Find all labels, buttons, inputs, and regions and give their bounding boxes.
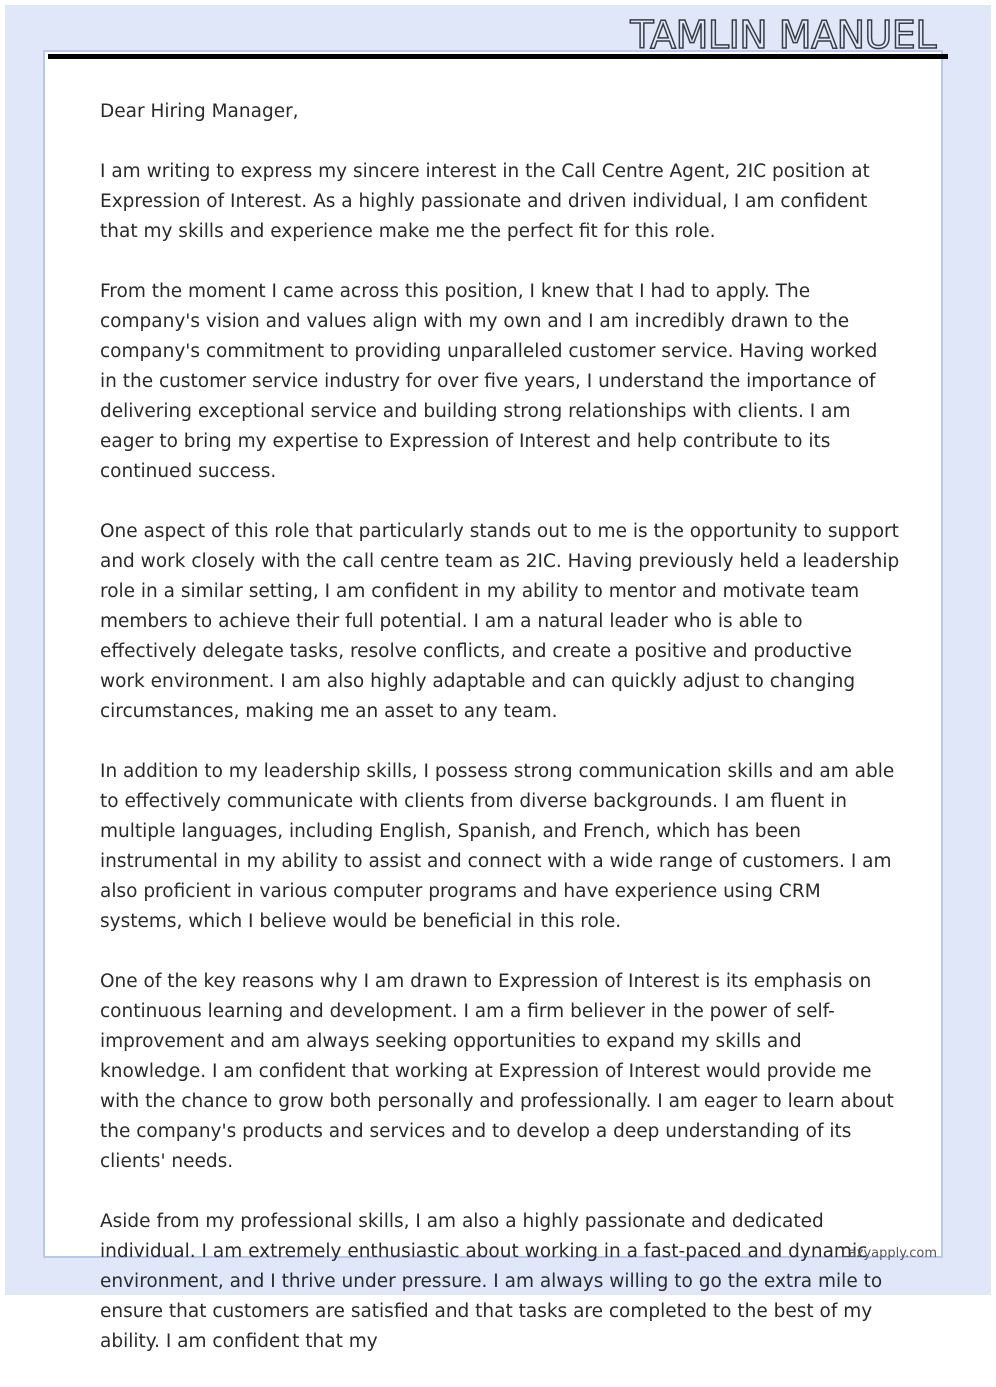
paragraph-1: I am writing to express my sincere interest in the Call Centre Agent, 2IC position at Expression of Interest. As a highly passionate and driven individual, I am confident that my skills and experience make me the perfect fit for this role.: [100, 161, 870, 242]
paragraph-5: One of the key reasons why I am drawn to Expression of Interest is its emphasis on continuous learning and development. I am a firm believer in the power of self-improvement and am always seeking opportunities to expand my skills and knowledge. I am confident that working at Expression of Interest would provide me with the chance to grow both personally and professionally. I am eager to learn about the company's products and services and to develop a deep understanding of its clients' needs.: [100, 971, 894, 1172]
paragraph-6: Aside from my professional skills, I am also a highly passionate and dedicated individual. I am extremely enthusiastic about working in a fast-paced and dynamic environment, and I thrive under pressure. I am always willing to go the extra mile to ensure that customers are satisfied and that tasks are completed to the best of my ability. I am confident that my: [100, 1211, 883, 1352]
applicant-name: TAMLIN MANUEL: [630, 13, 936, 57]
paragraph-3: One aspect of this role that particularly stands out to me is the opportunity to support and work closely with the call centre team as 2IC. Having previously held a leadership role in a similar setting, I am confident in my ability to mentor and motivate team members to achieve their full potential. I am a natural leader who is able to effectively delegate tasks, resolve conflicts, and create a positive and productive work environment. I am also highly adaptable and can quickly adjust to changing circumstances, making me an asset to any team.: [100, 521, 900, 722]
paragraph-4: In addition to my leadership skills, I possess strong communication skills and am able to effectively communicate with clients from diverse backgrounds. I am fluent in multiple languages, including English, Spanish, and French, which has been instrumental in my ability to assist and connect with a wide range of customers. I am also proficient in various computer programs and have experience using CRM systems, which I believe would be beneficial in this role.: [100, 761, 895, 932]
salutation: Dear Hiring Manager,: [100, 101, 299, 122]
letter-body: [100, 97, 900, 1387]
paragraph-2: From the moment I came across this position, I knew that I had to apply. The company's vision and values align with my own and I am incredibly drawn to the company's commitment to providing unparalleled customer service. Having worked in the customer service industry for over five years, I understand the importance of delivering exceptional service and building strong relationships with clients. I am eager to bring my expertise to Expression of Interest and help contribute to its continued success.: [100, 281, 878, 482]
watermark: Lazyapply.com: [841, 1246, 937, 1261]
